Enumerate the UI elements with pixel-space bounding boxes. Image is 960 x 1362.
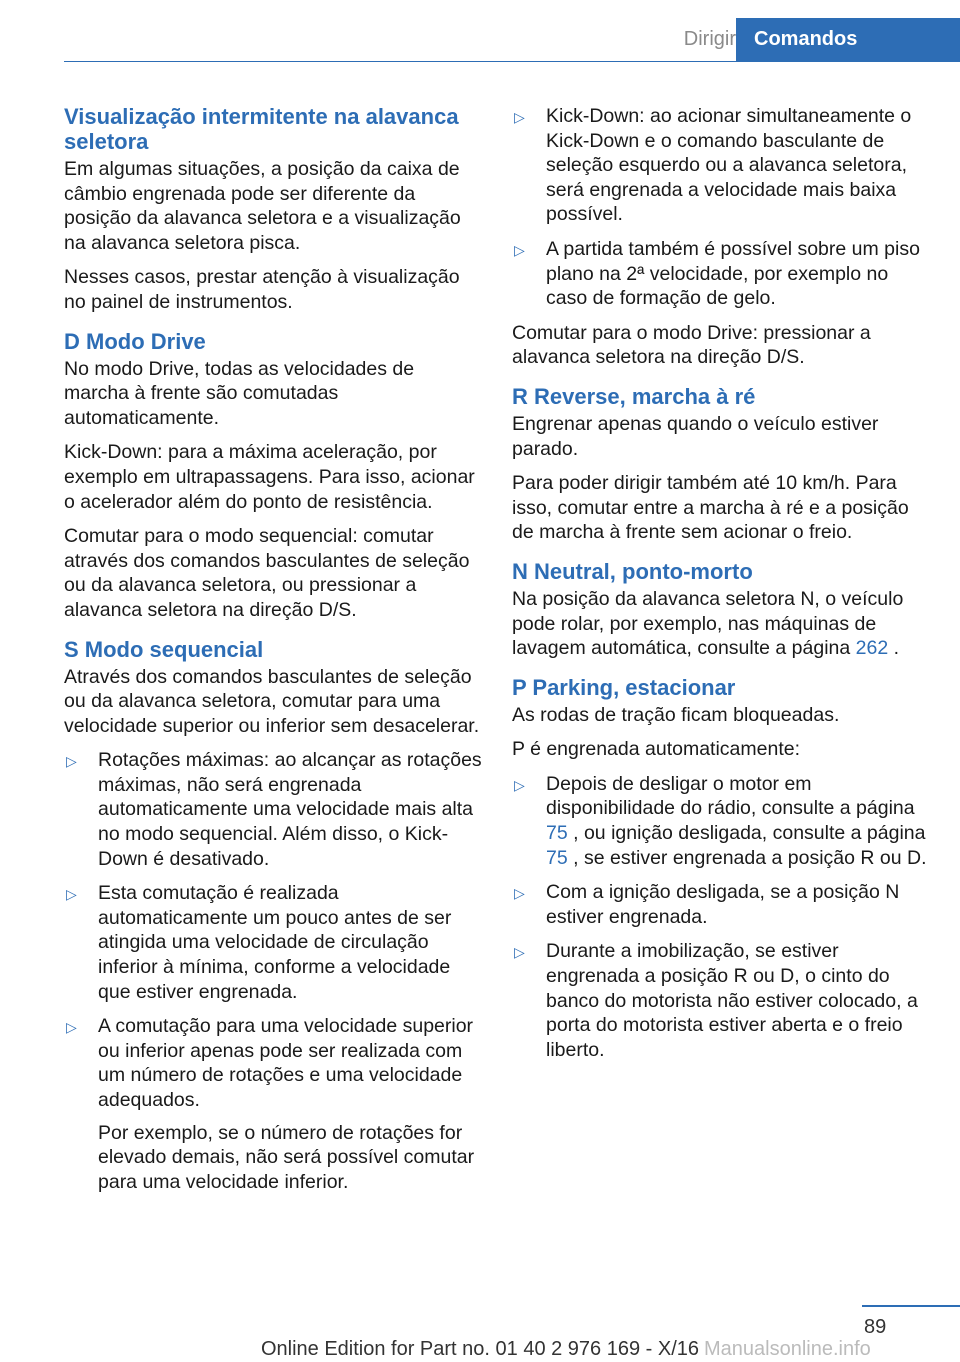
list-item-text: Esta comutação é realizada automaticamente um pouco antes de ser atingida uma velocidade de circulação inferior à mínima, conforme a velocidade que estiver engrenada. [98, 882, 452, 1003]
triangle-bullet-icon: ▷ [514, 241, 525, 258]
heading-visualizacao: Visualização intermitente na alavanca seletora [64, 104, 459, 154]
heading-drive: D Modo Drive [64, 328, 206, 354]
paragraph: Através dos comandos basculantes de seleção ou da alavanca seletora, comutar para uma velocidade superior ou inferior sem desacelerar. [64, 665, 480, 737]
text-fragment: , se estiver engrenada a posição R ou D. [567, 846, 927, 869]
list-item-text: Kick-Down: ao acionar simultaneamente o Kick-Down e o comando basculante de seleção esquerdo ou a alavanca seletora, será engrenada a velocidade mais baixa possível. [546, 105, 912, 226]
page-header [0, 0, 960, 62]
page-number-rule [862, 1305, 960, 1307]
page-link-75[interactable]: 75 [546, 822, 568, 845]
section-tab: Dirigir [683, 28, 736, 50]
header-rule [64, 61, 960, 62]
list-item [64, 748, 482, 871]
paragraph: P é engrenada automaticamente: [512, 738, 801, 761]
list-item-text: A comutação para uma velocidade superior ou inferior apenas pode ser realizada com um número de rotações e uma velocidade adequados. [98, 1015, 474, 1111]
heading-neutral: N Neutral, ponto-morto [512, 558, 753, 584]
paragraph: Comutar para o modo Drive: pressionar a alavanca seletora na direção D/S. [512, 321, 871, 369]
page-link-262[interactable]: 262 [855, 637, 889, 660]
edition-footer: Online Edition for Part no. 01 40 2 976 169 - X/16 [260, 1338, 700, 1360]
watermark: Manualsonline.info [704, 1338, 871, 1360]
left-column [64, 104, 482, 1204]
list-item-text: Com a ignição desligada, se a posição N estiver engrenada. [546, 881, 900, 928]
right-column [512, 104, 930, 1072]
heading-sequencial: S Modo sequencial [64, 636, 264, 662]
heading-reverse: R Reverse, marcha à ré [512, 383, 756, 409]
bullet-list [512, 772, 930, 1063]
paragraph: Engrenar apenas quando o veículo estiver parado. [512, 412, 879, 460]
list-item [512, 939, 930, 1062]
list-item-text: Por exemplo, se o número de rotações for elevado demais, não será possível comutar para uma velocidade inferior. [98, 1121, 475, 1193]
list-item [64, 1014, 482, 1194]
page-number: 89 [864, 1316, 887, 1338]
paragraph: Em algumas situações, a posição da caixa de câmbio engrenada pode ser diferente da posição da alavanca seletora e a visualização na alavanca seletora pisca. [64, 158, 461, 254]
neutral-text: Na posição da alavanca seletora N, o veículo pode rolar, por exemplo, nas máquinas de lavagem automática, consulte a página [512, 587, 904, 660]
triangle-bullet-icon: ▷ [514, 776, 525, 793]
triangle-bullet-icon: ▷ [66, 753, 77, 770]
page-link-75[interactable]: 75 [546, 846, 568, 869]
list-item [512, 237, 930, 311]
heading-parking: P Parking, estacionar [512, 674, 736, 700]
list-item-text: A partida também é possível sobre um piso plano na 2ª velocidade, por exemplo no caso de formação de gelo. [546, 237, 920, 310]
paragraph: Kick-Down: para a máxima aceleração, por exemplo em ultrapassagens. Para isso, acionar o acelerador além do ponto de resistência. [64, 441, 475, 513]
list-item [512, 880, 930, 929]
bullet-list [512, 104, 930, 311]
list-item-text: Durante a imobilização, se estiver engrenada a posição R ou D, o cinto do banco do motorista não estiver colocado, a porta do motorista estiver aberta e o freio liberto. [546, 940, 918, 1061]
list-item [512, 772, 930, 870]
paragraph: Para poder dirigir também até 10 km/h. Para isso, comutar entre a marcha à ré e a posição de marcha à frente sem acionar o freio. [512, 472, 909, 544]
bullet-list [64, 748, 482, 1194]
triangle-bullet-icon: ▷ [514, 109, 525, 125]
list-item-text: Rotações máximas: ao alcançar as rotações máximas, não será engrenada automaticamente uma velocidade mais alta no modo sequencial. Além disso, o Kick-Down é desativado. [98, 749, 482, 870]
paragraph [512, 587, 930, 661]
text-fragment: , ou ignição desligada, consulte a página [567, 822, 926, 845]
neutral-end: . [888, 637, 900, 660]
chapter-tab: Comandos [736, 18, 960, 62]
list-item-text [546, 772, 930, 870]
paragraph: Nesses casos, prestar atenção à visualização no painel de instrumentos. [64, 266, 460, 313]
list-item [64, 881, 482, 1004]
triangle-bullet-icon: ▷ [514, 944, 525, 961]
list-item [512, 104, 930, 227]
triangle-bullet-icon: ▷ [66, 886, 77, 903]
text-fragment: Depois de desligar o motor em disponibilidade do rádio, consulte a página [546, 772, 915, 820]
paragraph: No modo Drive, todas as velocidades de marcha à frente são comutadas automaticamente. [64, 357, 415, 429]
paragraph: As rodas de tração ficam bloqueadas. [512, 703, 840, 726]
paragraph: Comutar para o modo sequencial: comutar através dos comandos basculantes de seleção ou da alavanca seletora, ou pressionar a alavanca seletora na direção D/S. [64, 525, 470, 621]
triangle-bullet-icon: ▷ [514, 885, 525, 902]
triangle-bullet-icon: ▷ [66, 1019, 77, 1036]
